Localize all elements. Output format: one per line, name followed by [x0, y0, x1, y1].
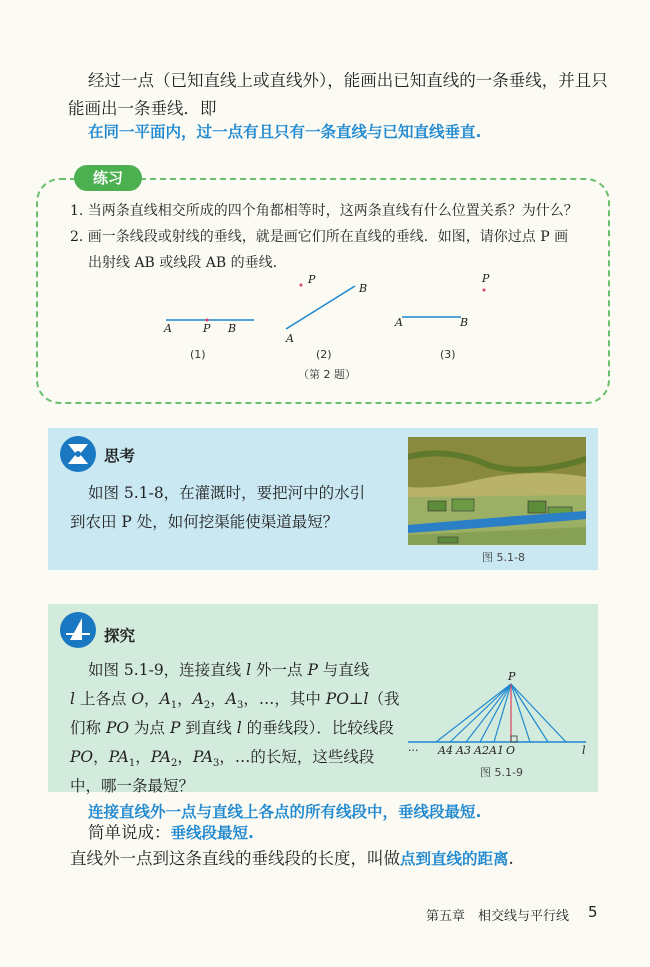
fig-label-A4: A4 [438, 744, 453, 757]
explore-figure-caption: 图 5.1-9 [480, 766, 523, 779]
explore-text-line-4: PO，$PA_1$，$PA_2$，$PA_3$，…的长短，这些线段 [70, 748, 375, 770]
fig2-ray [286, 286, 355, 329]
exercise-question-2: 2. 画一条线段或射线的垂线，就是画它们所在直线的垂线．如图，请你过点 P 画 [70, 229, 569, 245]
exercise-figures [150, 268, 510, 388]
fig-label-P: P [508, 670, 516, 683]
fig-label-A3: A3 [456, 744, 471, 757]
think-text-line-1: 如图 5.1-8，在灌溉时，要把河中的水引 [88, 484, 366, 502]
intro-line-2: 能画出一条垂线．即 [68, 99, 217, 118]
chapter-title: 第五章 相交线与平行线 [426, 909, 570, 924]
think-icon [58, 434, 98, 474]
page-number: 5 [588, 903, 598, 921]
fig-label-dots: ··· [408, 744, 419, 757]
fig2-point-P [300, 284, 303, 287]
exercise-figure-caption: （第 2 题） [298, 368, 356, 381]
fig2-label-A: A [286, 332, 294, 345]
fig-label-O: O [506, 744, 516, 757]
exercise-tag: 练习 [74, 165, 142, 191]
intro-line-1: 经过一点（已知直线上或直线外），能画出已知直线的一条垂线，并且只 [88, 71, 608, 90]
fig-label-A2: A2 [474, 744, 489, 757]
explore-text-line-2: l 上各点 O，$A_1$，$A_2$，$A_3$，…，其中 PO⊥l（我 [70, 690, 400, 712]
explore-text-line-5: 中，哪一条最短？ [70, 777, 195, 795]
fig1-label-A: A [164, 322, 172, 335]
fig-label-l: l [582, 744, 586, 757]
conclusion-line-1: 连接直线外一点与直线上各点的所有线段中，垂线段最短. [88, 803, 482, 821]
conclusion-line-3-term: 点到直线的距离 [400, 850, 509, 868]
conclusion-line-3 [70, 844, 514, 874]
think-text-line-2: 到农田 P 处，如何挖渠能使渠道最短？ [70, 513, 339, 531]
fig2-label-B: B [359, 282, 368, 295]
fig3-sublabel: (3) [440, 348, 456, 361]
exercise-question-1: 1. 当两条直线相交所成的四个角都相等时，这两条直线有什么位置关系？为什么？ [70, 203, 578, 219]
explore-title: 探究 [104, 627, 136, 645]
fig1-sublabel: (1) [190, 348, 206, 361]
fig3-label-A: A [395, 316, 403, 329]
fig2-sublabel: (2) [316, 348, 332, 361]
explore-text-line-3: 们称 PO 为点 P 到直线 l 的垂线段）．比较线段 [70, 719, 394, 737]
explore-text-line-1: 如图 5.1-9，连接直线 l 外一点 P 与直线 [88, 661, 370, 679]
fig3-label-B: B [460, 316, 469, 329]
irrigation-illustration [408, 437, 586, 545]
think-title: 思考 [104, 447, 136, 465]
conclusion-line-3-prefix: 直线外一点到这条直线的垂线段的长度，叫做 [70, 849, 400, 868]
explore-icon [58, 610, 98, 650]
fig1-label-P: P [203, 322, 211, 335]
conclusion-line-2-highlight: 垂线段最短. [170, 824, 254, 842]
fig1-label-B: B [228, 322, 237, 335]
conclusion-line-3-suffix: . [508, 849, 514, 868]
perpendicular-figure [400, 668, 596, 788]
exercise-question-2-cont: 出射线 AB 或线段 AB 的垂线. [88, 255, 278, 271]
conclusion-line-2-prefix: 简单说成： [88, 823, 171, 842]
theorem-statement: 在同一平面内，过一点有且只有一条直线与已知直线垂直. [88, 123, 482, 141]
fig3-point-P [483, 289, 486, 292]
fig-label-A1: A1 [489, 744, 504, 757]
think-figure-caption: 图 5.1-8 [482, 551, 525, 564]
right-angle-mark [511, 736, 517, 742]
fig2-label-P: P [308, 273, 316, 286]
fig3-label-P: P [482, 272, 490, 285]
